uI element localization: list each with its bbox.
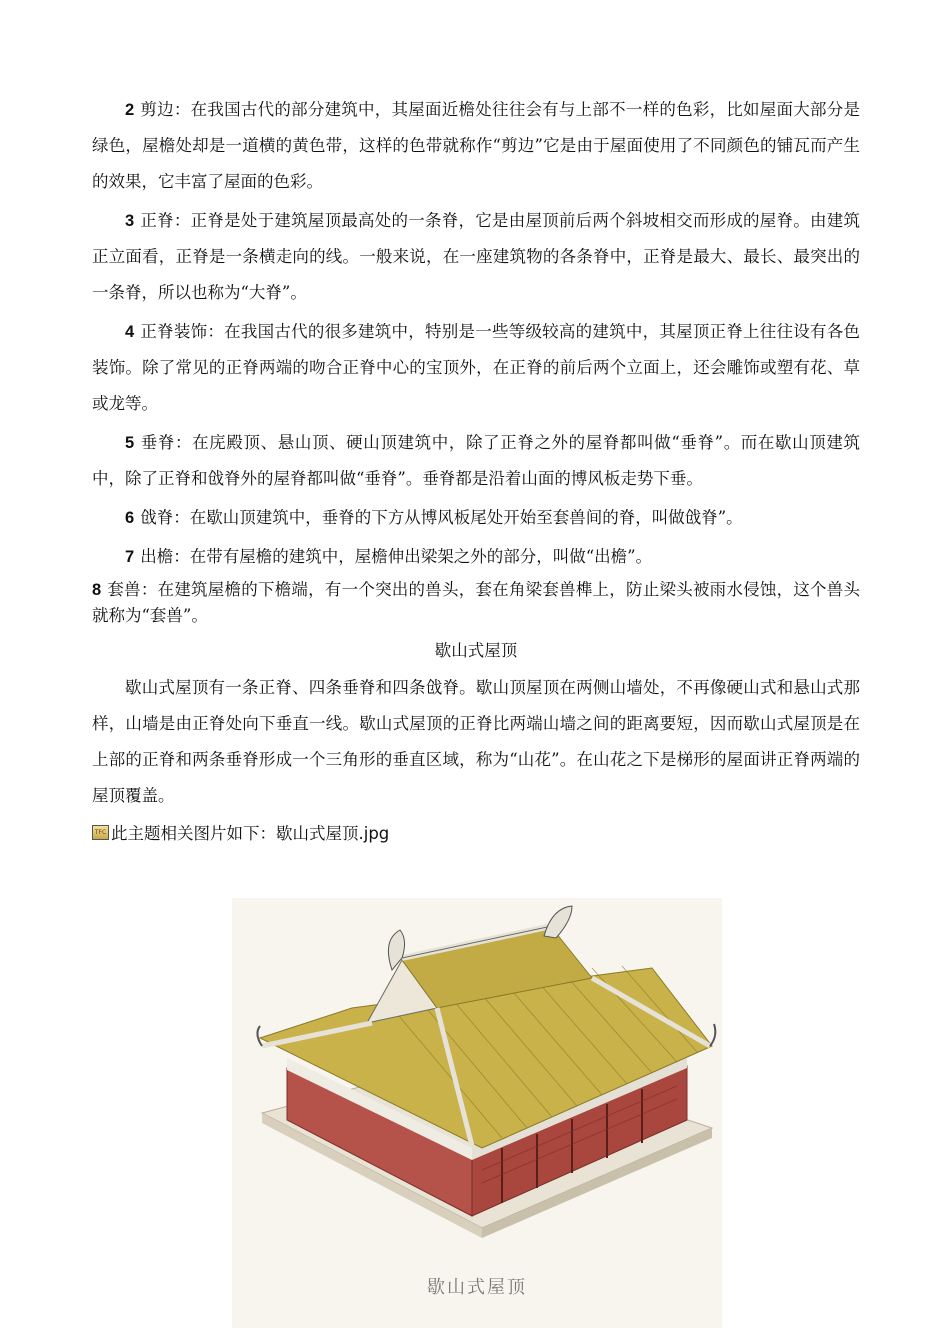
xieshan-roof-drawing	[232, 898, 722, 1328]
term-number: 7	[125, 548, 135, 566]
roof-illustration	[232, 898, 722, 1328]
term-list	[92, 92, 860, 575]
term-number: 5	[125, 434, 135, 452]
figure-caption: 歇山式屋顶	[427, 1277, 527, 1298]
term-item-8	[92, 577, 860, 628]
term-item-2	[92, 92, 860, 200]
term-text: 正脊装饰：在我国古代的很多建筑中，特别是一些等级较高的建筑中，其屋顶正脊上往往设有各色装饰。除了常见的正脊两端的吻合正脊中心的宝顶外，在正脊的前后两个立面上，还会雕饰或塑有花、草或龙等。	[92, 322, 860, 413]
term-text: 垂脊：在庑殿顶、悬山顶、硬山顶建筑中，除了正脊之外的屋脊都叫做“垂脊”。而在歇山顶建筑中，除了正脊和戗脊外的屋脊都叫做“垂脊”。垂脊都是沿着山面的博风板走势下垂。	[92, 433, 860, 488]
section-body: 歇山式屋顶有一条正脊、四条垂脊和四条戗脊。歇山顶屋顶在两侧山墙处，不再像硬山式和悬山式那样，山墙是由正脊处向下垂直一线。歇山式屋顶的正脊比两端山墙之间的距离要短，因而歇山式屋顶是在上部的正脊和两条垂脊形成一个三角形的垂直区域，称为“山花”。在山花之下是梯形的屋面讲正脊两端的屋顶覆盖。	[92, 678, 860, 805]
term-text: 套兽：在建筑屋檐的下檐端，有一个突出的兽头，套在角梁套兽榫上，防止梁头被雨水侵蚀，这个兽头就称为“套兽”。	[92, 580, 860, 625]
document-body	[92, 92, 860, 844]
term-item-3	[92, 203, 860, 311]
image-file-icon: TFC	[92, 825, 109, 840]
section-title: 歇山式屋顶	[434, 641, 518, 660]
ridge-ornament-right	[544, 906, 572, 938]
term-number: 4	[125, 323, 135, 341]
term-text: 正脊：正脊是处于建筑屋顶最高处的一条脊，它是由屋顶前后两个斜坡相交而形成的屋脊。由建筑正立面看，正脊是一条横走向的线。一般来说，在一座建筑物的各条脊中，正脊是最大、最长、最突出的一条脊，所以也称为“大脊”。	[92, 211, 860, 302]
term-item-5	[92, 425, 860, 497]
term-item-4	[92, 314, 860, 422]
term-number: 3	[125, 212, 135, 230]
attachment-text: 此主题相关图片如下：歇山式屋顶.jpg	[111, 824, 390, 843]
term-text: 出檐：在带有屋檐的建筑中，屋檐伸出梁架之外的部分，叫做“出檐”。	[140, 547, 653, 566]
term-item-6	[92, 500, 860, 536]
eave-corner-left	[257, 1026, 262, 1046]
term-text: 戗脊：在歇山顶建筑中，垂脊的下方从博风板尾处开始至套兽间的脊，叫做戗脊”。	[140, 508, 743, 527]
term-item-7	[92, 539, 860, 575]
term-number: 6	[125, 509, 135, 527]
eave-corner-right	[710, 1024, 715, 1046]
term-text: 剪边：在我国古代的部分建筑中，其屋面近檐处往往会有与上部不一样的色彩，比如屋面大部分是绿色，屋檐处却是一道横的黄色带，这样的色带就称作“剪边”它是由于屋面使用了不同颜色的铺瓦而产生的效果，它丰富了屋面的色彩。	[92, 100, 860, 191]
term-number: 2	[125, 101, 135, 119]
attachment-link[interactable]	[92, 820, 860, 844]
term-number: 8	[92, 581, 102, 599]
